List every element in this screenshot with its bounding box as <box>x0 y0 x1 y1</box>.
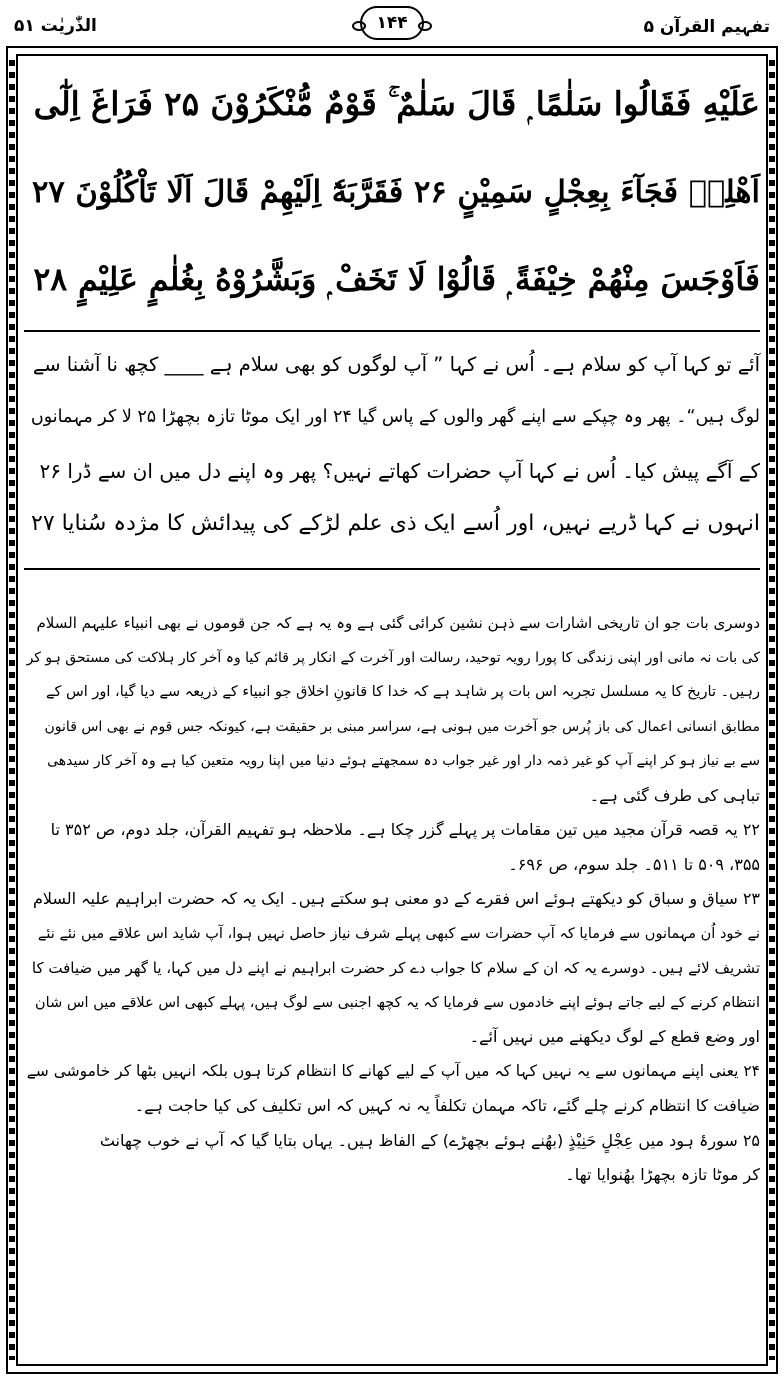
divider <box>24 568 760 570</box>
urdu-translation-block <box>24 338 760 550</box>
surah-name: الذّٰریٰت ۵۱ <box>14 16 97 36</box>
right-border-ornament <box>769 60 775 1360</box>
footnote-line: ضیافت کا انتظام کرنے چلے گئے، تاکہ مہمان تکلفاً یہ نہ کہیں کہ اس تکلیف کی کیا حاجت ہے۔ <box>134 1096 760 1116</box>
footnote-line: اور وضع قطع کے لوگ دیکھنے میں نہیں آئے۔ <box>469 1027 760 1047</box>
footnote-line: نے خود اُن مہمانوں سے فرمایا کہ آپ حضرات سے کبھی پہلے شرف نیاز حاصل نہیں ہوا، آپ شاید اس علاقے میں نئے نئے <box>37 925 760 942</box>
footnote-line: تباہی کی طرف گئی ہے۔ <box>589 785 760 805</box>
footnote-line: ۲۲ یہ قصہ قرآن مجید میں تین مقامات پر پہلے گزر چکا ہے۔ ملاحظہ ہو تفہیم القرآن، جلد دوم، ص ۳۵۲ تا <box>50 820 760 840</box>
footnote-line: ۲۵ سورۂ ہود میں عِجْلٍ حَنِيْذٍ (بھُنے ہوئے بچھڑے) کے الفاظ ہیں۔ یہاں بتایا گیا کہ آپ نے خوب چھانٹ <box>99 1130 760 1150</box>
arabic-line: فَاَوْجَسَ مِنْهُمْ خِيْفَةً ۭ قَالُوْا لَا تَخَفْ ۭ وَبَشَّرُوْهُ بِغُلٰمٍ عَلِيْمٍ ۲۸ <box>33 261 760 299</box>
arabic-text-block <box>24 60 760 328</box>
translation-line: آئے تو کہا آپ کو سلام ہے۔ اُس نے کہا ” آپ لوگوں کو بھی سلام ہے ____ کچھ نا آشنا سے <box>32 352 760 376</box>
translation-line: انہوں نے کہا ڈریے نہیں، اور اُسے ایک ذی علم لڑکے کی پیدائش کا مژدہ سُنایا ۲۷ <box>31 510 760 536</box>
divider <box>24 330 760 332</box>
footnote-line: مطابق انسانی اعمال کی باز پُرس جو آخرت میں ہونی ہے، سراسر مبنی بر حقیقت ہے، کیونکہ جس قوم نے بھی اس قانون <box>44 718 760 735</box>
footnote-line: کر موٹا تازہ بچھڑا بھُنوایا تھا۔ <box>565 1165 760 1185</box>
translation-line: کے آگے پیش کیا۔ اُس نے کہا آپ حضرات کھاتے نہیں؟ پھر وہ اپنے دل میں ان سے ڈرا ۲۶ <box>39 458 760 483</box>
footnote-line: سے بے نیاز ہو کر اپنے آپ کو غیر ذمہ دار اور غیر جواب دہ سمجھتے ہوئے دنیا میں اپنا رویہ متعین کیا ہے وہ آخر کار سیدھی <box>47 753 760 770</box>
page-number-ornament: ۱۴۴ <box>360 6 424 40</box>
footnote-line: ۲۳ سیاق و سباق کو دیکھتے ہوئے اس فقرے کے دو معنی ہو سکتے ہیں۔ ایک یہ کہ حضرت ابراہیم علیہ السلام <box>33 889 760 909</box>
left-border-ornament <box>9 60 15 1360</box>
footnote-line: ۳۵۵، ۵۰۹ تا ۵۱۱۔ جلد سوم، ص ۶۹۶۔ <box>508 854 760 874</box>
arabic-line: اَهْلِهٖ فَجَآءَ بِعِجْلٍ سَمِيْنٍ ۲۶ فَقَرَّبَهٗٓ اِلَيْهِمْ قَالَ اَلَا تَاْكُلُوْنَ ۲۷ <box>32 173 760 210</box>
translation-line: لوگ ہیں“۔ پھر وہ چپکے سے اپنے گھر والوں کے پاس گیا ۲۴ اور ایک موٹا تازہ بچھڑا ۲۵ لا کر مہمانوں <box>30 406 760 427</box>
footnotes-block <box>24 606 760 1193</box>
page-header <box>14 6 770 46</box>
footnote-line: انتظام کرنے کے لیے جاتے ہوئے اپنے خادموں سے فرمایا کہ یہ کچھ اجنبی سے لوگ ہیں، پہلے کبھی اس علاقے میں اس شان <box>35 994 760 1011</box>
arabic-line: عَلَيْهِ فَقَالُوا سَلٰمًا ۭ قَالَ سَلٰمٌ ۚ قَوْمٌ مُّنْكَرُوْنَ ۲۵ فَرَاغَ اِلٰٓى <box>33 83 760 123</box>
footnote-line: رہیں۔ تاریخ کا یہ مسلسل تجربہ اس بات پر شاہد ہے کہ خدا کا قانونِ اخلاق جو انبیاء کے ذریعہ سے دیا گیا، اور اس کے <box>46 684 760 700</box>
book-title: تفہیم القرآن ۵ <box>643 17 770 37</box>
footnote-line: تشریف لائے ہیں۔ دوسرے یہ کہ ان کے سلام کا جواب دے کر حضرت ابراہیم نے اپنے دل میں کہا، یا گھر میں ضیافت کا <box>31 958 760 977</box>
footnote-line: دوسری بات جو ان تاریخی اشارات سے ذہن نشین کرائی گئی ہے وہ یہ ہے کہ جن قوموں نے بھی انبیاء علیہم السلام <box>36 613 760 632</box>
footnote-line: ۲۴ یعنی اپنے مہمانوں سے یہ نہیں کہا کہ میں آپ کے لیے کھانے کا انتظام کرتا ہوں بلکہ انہیں بٹھا کر خاموشی سے <box>26 1062 760 1080</box>
footnote-line: کی بات نہ مانی اور اپنی زندگی کا پورا رویہ توحید، رسالت اور آخرت کے انکار پر قائم کیا وہ آخر کار ہلاکت کی مستحق ہو کر <box>26 649 760 666</box>
